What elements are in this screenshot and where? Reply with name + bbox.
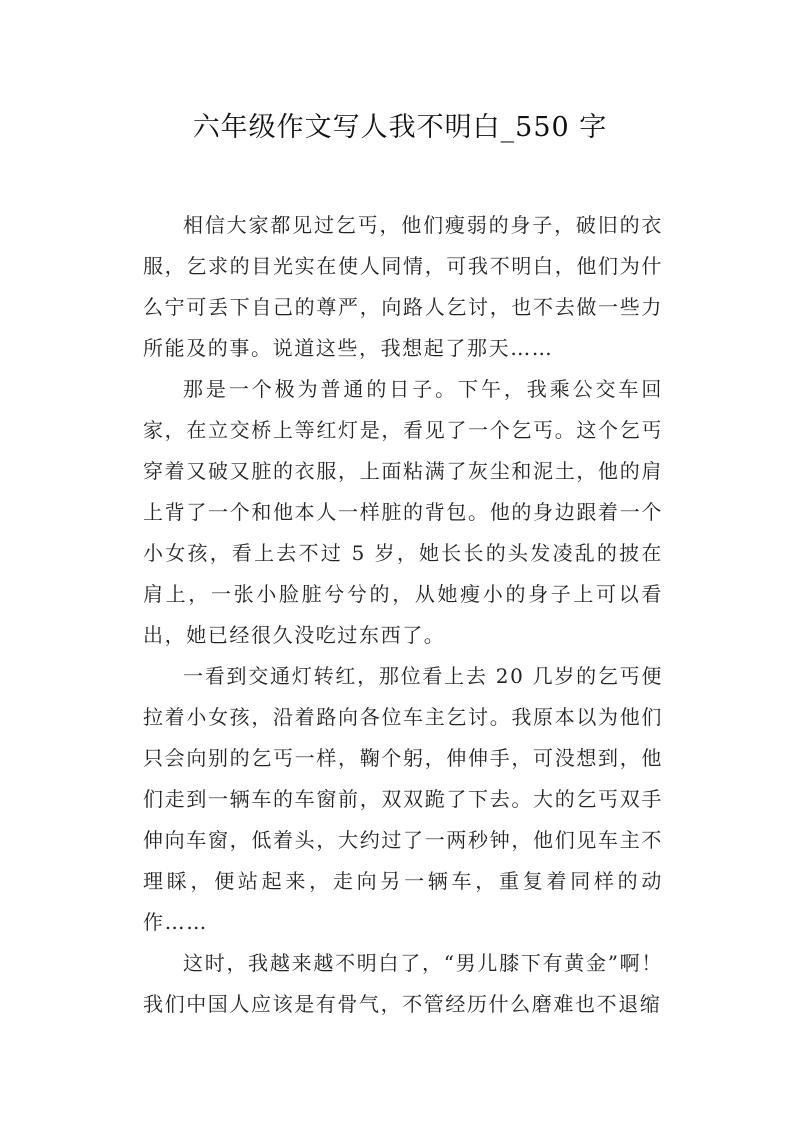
- paragraph-4: 这时，我越来越不明白了，“男儿膝下有黄金”啊！我们中国人应该是有骨气，不管经历什么磨难也不退缩: [143, 951, 663, 1016]
- paragraph-1: 相信大家都见过乞丐，他们瘦弱的身子，破旧的衣服，乞求的目光实在使人同情，可我不明白，他们为什么宁可丢下自己的尊严，向路人乞讨，也不去做一些力所能及的事。说道这些，我想起了那天……: [143, 213, 663, 360]
- paragraph-3: 一看到交通灯转红，那位看上去 20 几岁的乞丐便拉着小女孩，沿着路向各位车主乞讨。我原本以为他们只会向别的乞丐一样，鞠个躬，伸伸手，可没想到，他们走到一辆车的车窗前，双双跪了下去。大的乞丐双手伸向车窗，低着头，大约过了一两秒钟，他们见车主不理睬，便站起来，走向另一辆车，重复着同样的动作……: [143, 664, 663, 934]
- paragraph-2: 那是一个极为普通的日子。下午，我乘公交车回家，在立交桥上等红灯是，看见了一个乞丐。这个乞丐穿着又破又脏的衣服，上面粘满了灰尘和泥土，他的肩上背了一个和他本人一样脏的背包。他的身边跟着一个小女孩，看上去不过 5 岁，她长长的头发凌乱的披在肩上，一张小脸脏兮兮的，从她瘦小的身子上可以看出，她已经很久没吃过东西了。: [143, 377, 663, 647]
- document-body: [143, 205, 663, 1025]
- document-title: 六年级作文写人我不明白_550 字: [192, 112, 608, 143]
